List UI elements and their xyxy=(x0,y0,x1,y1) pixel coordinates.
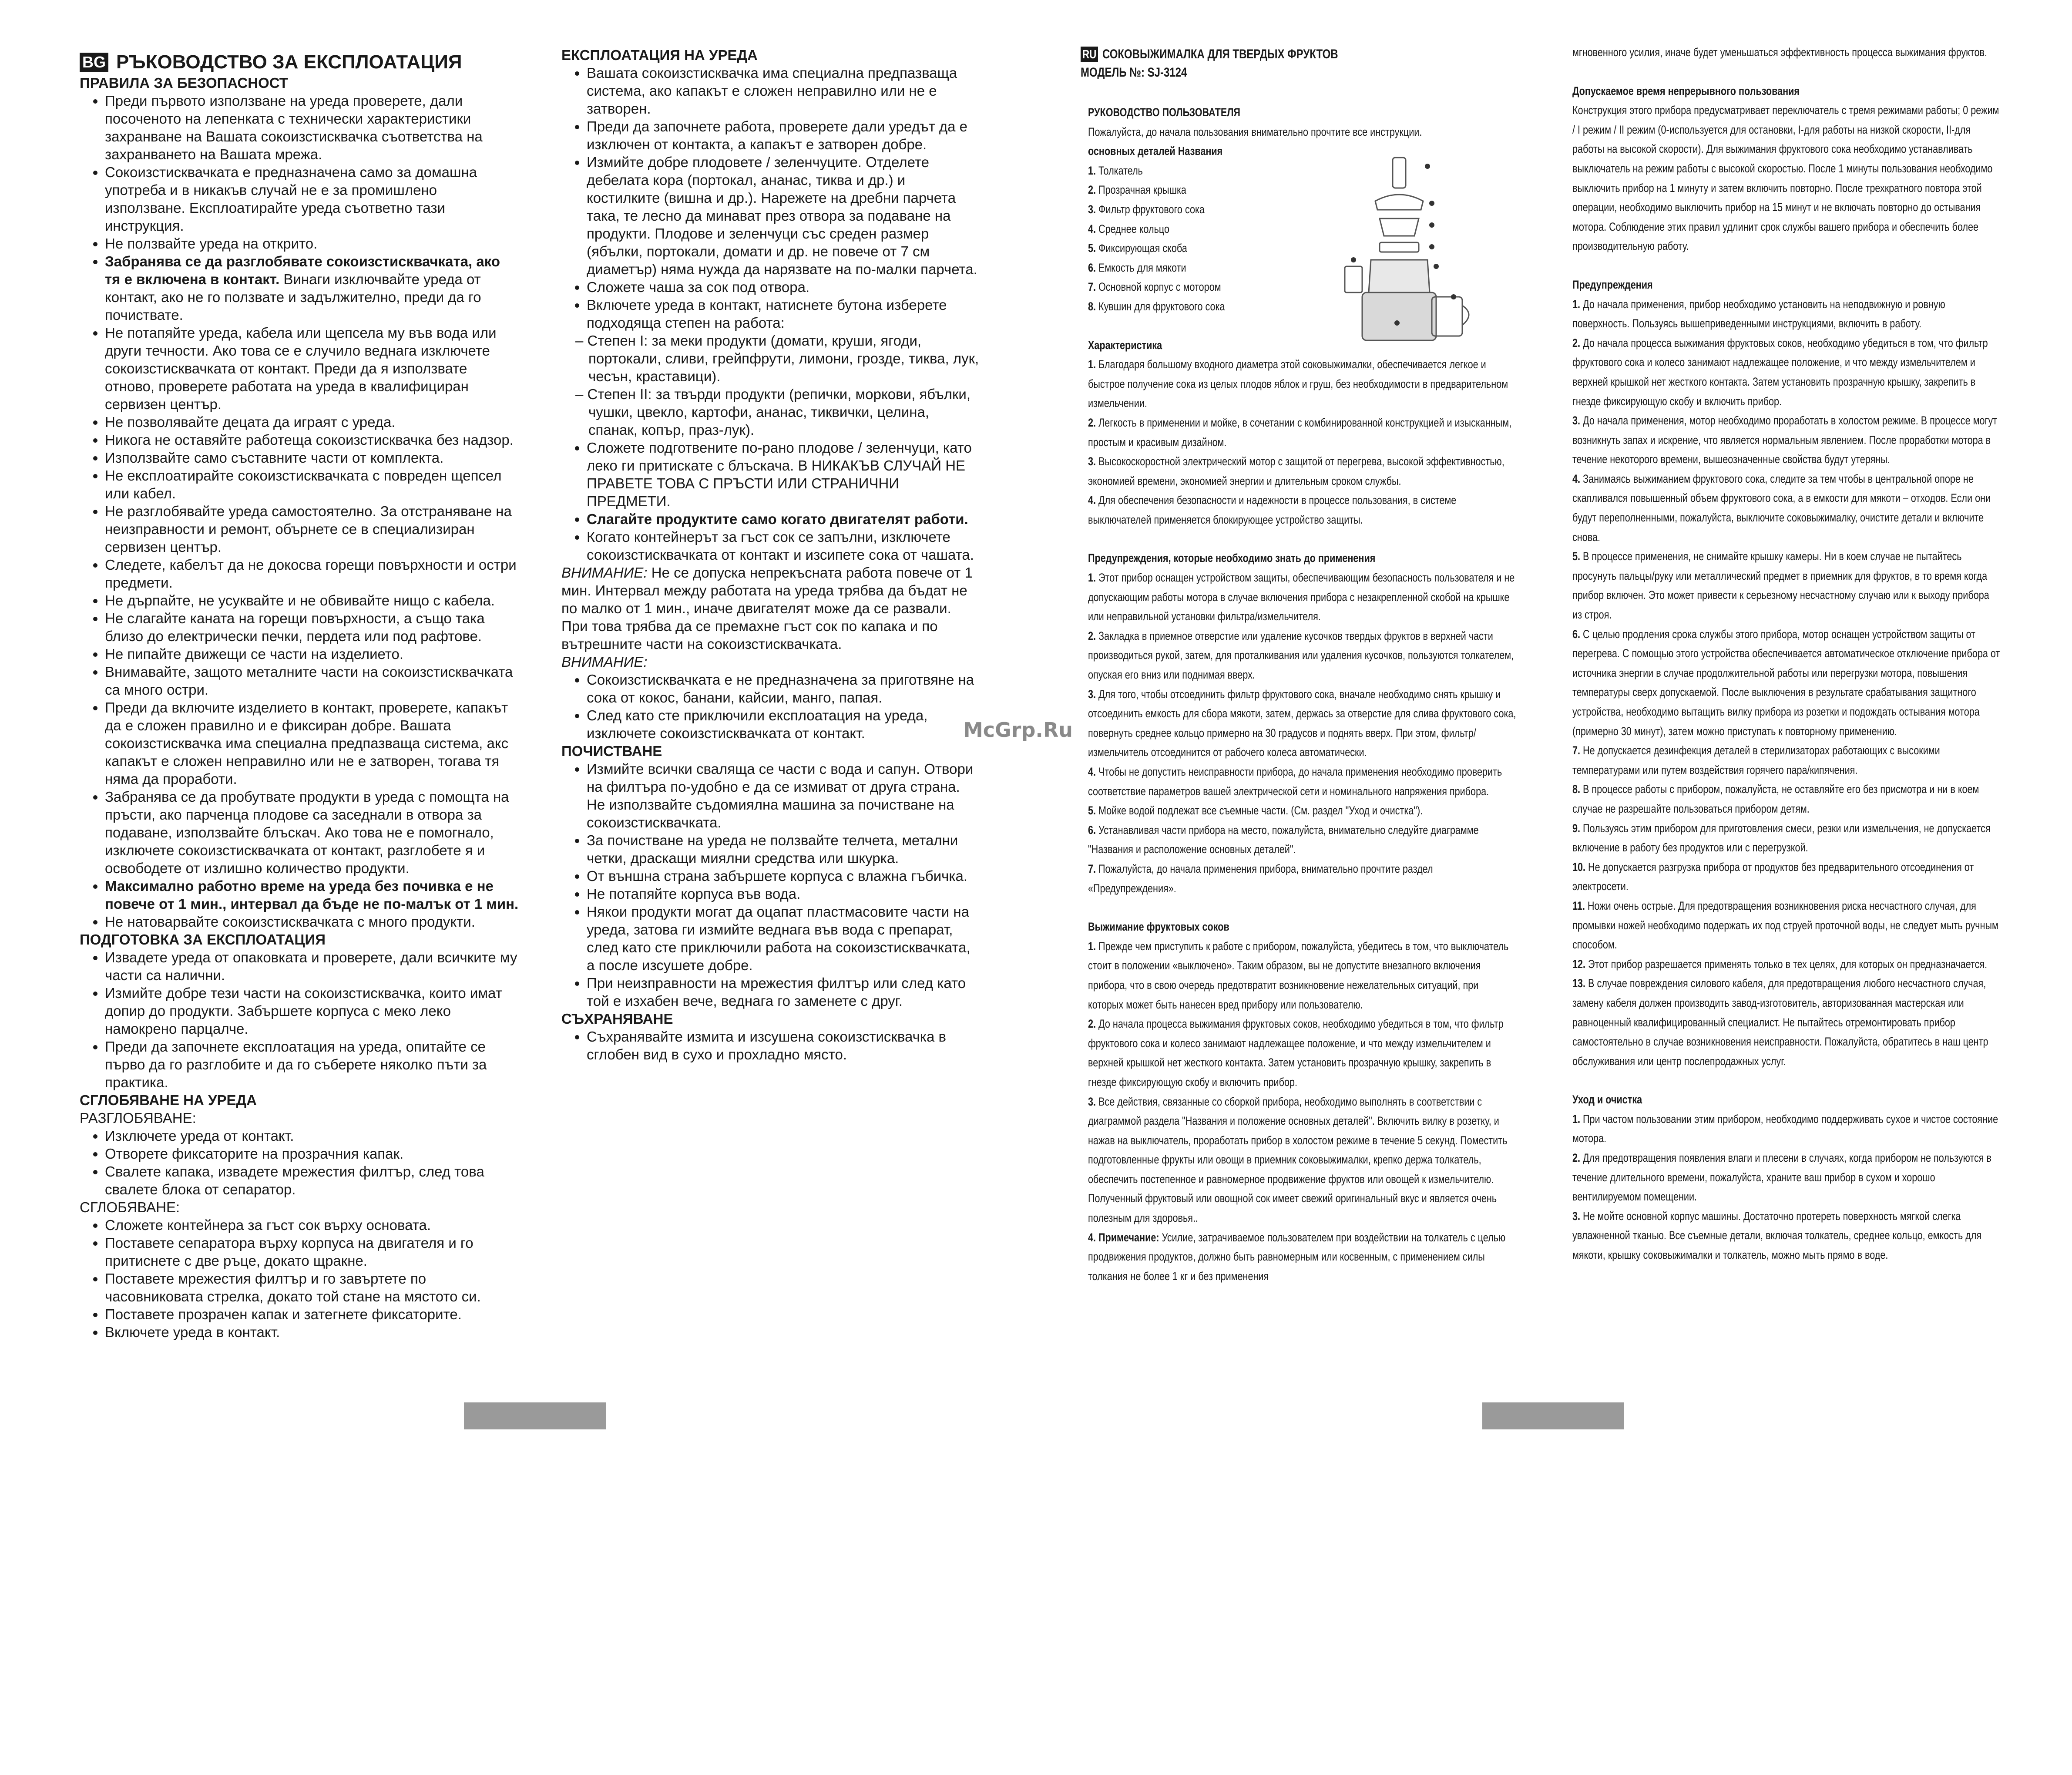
numbered-item: 8. В процессе работы с прибором, пожалуйста, не оставляйте его без присмотра и ни в коем случае не разрешайте пользоваться прибором детям. xyxy=(1572,783,1979,815)
ru-juicing-heading: Выжимание фруктовых соков xyxy=(1088,920,1229,934)
ru-parts-heading: основных деталей Названия xyxy=(1088,145,1223,158)
ru-col2-continuation: мгновенного усилия, иначе будет уменьшаться эффективность процесса выжимания фруктов. xyxy=(1572,46,1987,59)
list-item: • Не ползвайте уреда на открито. xyxy=(105,235,519,252)
numbered-item: 2. До начала процесса выжимания фруктовых соков, необходимо убедиться в том, что фильтр фруктового сока и колесо занимают надлежащее положение, и что между измельчителем и верхней крышкой нет жесткого контакта. Затем установить прозрачную крышку, закрепить в гнезде фиксирующую скобу и включить прибор. xyxy=(1088,1017,1504,1089)
list-item: • Използвайте само съставните части от комплекта. xyxy=(105,449,519,467)
ru-duration-text: Конструкция этого прибора предусматривает переключатель с тремя режимами работы; 0 режим / I режим / II режим (0-используется для остановки, I-для работы на низкой скорости, II-для работы на высокой скорости). Для выжимания фруктового сока необходимо устанавливать выключатель на режим работы с высокой скоростью. После 1 минуты пользования необходимо выключить прибор на 1 минуту и затем включить повторно. После трехкратного повтора этой операции, необходимо выключить прибор на 15 минут и не включать повторно до остывания мотора. Соблюдение этих правил удлинит срок службы вашего прибора и обеспечить более производительную работу. xyxy=(1572,104,1999,253)
list-item: • Сложете чаша за сок под отвора. xyxy=(587,278,979,296)
list-item: • Когато контейнерът за гъст сок се запълни, изключете сокоизстисквачката от контакт и изсипете сока от чашата. xyxy=(587,528,979,564)
numbered-item: 1. Благодаря большому входного диаметра этой соковыжималки, обеспечивается легкое и быстрое получение сока из целых плодов яблок и груш, без необходимости в предварительном измельчении. xyxy=(1088,358,1508,410)
list-item: • Не натоварвайте сокоизстисквачката с много продукти. xyxy=(105,913,519,931)
numbered-item: 4. Для обеспечения безопасности и надежности в процессе пользования, в системе выключателей применяется блокирующее устройство защиты. xyxy=(1088,494,1457,526)
list-item: • Някои продукти могат да оцапат пластмасовите части на уреда, затова ги измийте веднага във вода с препарат, след като сте приключили работа на сокоизстисквачката, а после изсушете добре. xyxy=(587,903,979,974)
ru-title-text: СОКОВЫЖИМАЛКА ДЛЯ ТВЕРДЫХ ФРУКТОВ xyxy=(1102,47,1338,61)
ru-juicing-list xyxy=(1088,937,1516,1228)
list-item: – Степен II: за твърди продукти (репички, моркови, ябълки, чушки, цвекло, картофи, ананас, тиквички, целина, спанак, копър, праз-лук). xyxy=(588,385,979,439)
list-item: • От външна страна забършете корпуса с влажна гъбичка. xyxy=(587,867,979,885)
list-item: • Забранява се да пробутвате продукти в уреда с помощта на пръсти, ако парченца плодове са заседнали в отвора за подаване, използвайте блъскач. Ако това не е помогнало, изключете сокоизстисквачката от контакт, разглобете я и освободете от излишно количество продукти. xyxy=(105,788,519,877)
list-item: • Преди да започнете работа, проверете дали уредът да е изключен от контакта, а капакът е затворен добре. xyxy=(587,118,979,153)
bg-lang-badge: BG xyxy=(80,53,108,72)
list-item: • Извадете уреда от опаковката и проверете, дали всичките му части са налични. xyxy=(105,948,519,984)
bg-warning-2-label: ВНИМАНИЕ: xyxy=(561,654,648,670)
bg-column-2 xyxy=(561,46,979,1062)
list-item: • Свалете капака, извадете мрежестия филтър, след това свалете блока от сепаратор. xyxy=(105,1163,519,1198)
numbered-item: 3. Фильтр фруктового сока xyxy=(1088,202,1205,216)
numbered-item: 1. Этот прибор оснащен устройством защиты, обеспечивающим безопасность пользователя и не допускающим работы мотора в случае включения прибора с незакрепленной скобой на крышке или неправильной установки фильтра/измельчителя. xyxy=(1088,571,1515,623)
ru-column-2 xyxy=(1572,43,2001,1775)
list-item: • Поставете прозрачен капак и затегнете фиксаторите. xyxy=(105,1305,519,1323)
list-item: • При неизправности на мрежестия филтър или след като той е изхабен вече, веднага го заменете с друг. xyxy=(587,974,979,1010)
list-item: • Преди първото използване на уреда проверете, дали посоченото на лепенката с технически характеристики захранване на Вашата сокоизстисквачка съответства на захранването на Вашата мрежа. xyxy=(105,92,519,163)
list-item: • Вашата сокоизстисквачка има специална предпазваща система, ако капакът е сложен неправилно или не е затворен. xyxy=(587,64,979,118)
numbered-item: 2. Прозрачная крышка xyxy=(1088,183,1186,197)
numbered-item: 1. Толкатель xyxy=(1088,164,1143,177)
list-item: • Забранява се да разглобявате сокоизстисквачката, ако тя е включена в контакт. Винаги изключвайте уреда от контакт, ако не го ползвате и задължително, преди да го почиствате. xyxy=(105,252,519,324)
bg-operation-heading: ЕКСПЛОАТАЦИЯ НА УРЕДА xyxy=(561,47,758,63)
list-item: • Не слагайте каната на горещи повърхности, а също така близо до електрически печки, пердета или под рафтове. xyxy=(105,609,519,645)
list-item: • Сложете подготвените по-рано плодове / зеленчуци, като леко ги притискате с блъскача. В НИКАКЪВ СЛУЧАЙ НЕ ПРАВЕТЕ ТОВА С ПРЪСТИ ИЛИ СТРАНИЧНИ ПРЕДМЕТИ. xyxy=(587,439,979,510)
bg-operation-list xyxy=(561,64,979,332)
bg-speed-list xyxy=(561,332,979,439)
numbered-item: 5. Фиксирующая скоба xyxy=(1088,242,1187,255)
list-item: • Включете уреда в контакт, натиснете бутона изберете подходяща степен на работа: xyxy=(587,296,979,332)
list-item: • Сокоизстисквачката е предназначена само за домашна употреба и в никакъв случай не е за промишлено използване. Експлоатирайте уреда съответно тази инструкция. xyxy=(105,163,519,235)
ru-intro: Пожалуйста, до начала пользования внимательно прочтите все инструкции. xyxy=(1088,125,1422,138)
ru-warnings-list xyxy=(1088,568,1516,898)
bg-warning-1-text: Не се допуска непрекъсната работа повече от 1 мин. Интервал между работата на уреда трябва да бъдат не по малко от 1 мин., иначе двигателят може да се развали. При това трябва да се премахне гъст сок по капака и по вътрешните части на сокоизстисквачката. xyxy=(561,565,973,652)
list-item: – Степен I: за меки продукти (домати, круши, ягоди, портокали, сливи, грейпфрути, лимони, грозде, тиква, лук, чесън, краставици). xyxy=(588,332,979,385)
numbered-item: 3. Высокоскоростной электрический мотор с защитой от перегрева, высокой эффективностью, экономией времени, экономией энергии и длительным сроком службы. xyxy=(1088,455,1504,487)
list-item: • Внимавайте, защото металните части на сокоизстисквачката са много остри. xyxy=(105,663,519,699)
ru-manual-heading: РУКОВОДСТВО ПОЛЬЗОВАТЕЛЯ xyxy=(1088,106,1240,119)
bg-prep-list xyxy=(80,948,519,1091)
list-item: • За почистване на уреда не ползвайте телчета, метални четки, драскащи миялни средства или шкурка. xyxy=(587,831,979,867)
bg-safety-list xyxy=(80,92,519,931)
numbered-item: 10. Не допускается разгрузка прибора от продуктов без предварительного отсоединения от электросети. xyxy=(1572,860,1974,893)
numbered-item: 1. При частом пользовании этим прибором, необходимо поддерживать сухое и чистое состояние мотора. xyxy=(1572,1112,1998,1145)
list-item: • Поставете мрежестия филтър и го завъртете по часовниковата стрелка, докато той стане на мястото си. xyxy=(105,1270,519,1305)
bg-warning-2-list xyxy=(561,671,979,742)
bg-cleaning-list xyxy=(561,760,979,1010)
list-item: • Измийте добре плодовете / зеленчуците. Отделете дебелата кора (портокал, ананас, тиква и др.) и костилките (вишна и др.). Нарежете на дребни парчета така, те лесно да минават през отвора за подаване на продукти. Плодове и зеленчуци със среден размер (ябълки, портокали, домати и др. не повече от 7 см диаметър) няма нужда да нарязвате на по-малки парчета. xyxy=(587,153,979,278)
ru-parts-list xyxy=(1088,161,1516,316)
ru-cautions-list xyxy=(1572,295,2001,1071)
numbered-item: 7. Пожалуйста, до начала применения прибора, внимательно прочтите раздел «Предупреждения». xyxy=(1088,862,1433,895)
ru-warnings-heading: Предупреждения, которые необходимо знать до применения xyxy=(1088,551,1376,565)
numbered-item: 6. Устанавливая части прибора на место, пожалуйста, внимательно следуйте диаграмме "Названия и расположение основных деталей". xyxy=(1088,823,1479,856)
ru-lang-badge: RU xyxy=(1081,47,1098,62)
list-item: • Измийте всички сваляща се части с вода и сапун. Отвори на филтъра по-удобно е да се измиват от друга страна. Не използвайте съдомиялна машина за почистване на сокоизстисквачката. xyxy=(587,760,979,831)
list-item: • Не потапяйте уреда, кабела или щепсела му във вода или други течности. Ако това се е случило веднага изключете сокоизстисквачката от контакт. Преди да я използвате отново, проверете работата на уреда в квалифициран сервизен център. xyxy=(105,324,519,413)
numbered-item: 6. С целью продления срока службы этого прибора, мотор оснащен устройством защиты от перегрева. С помощью этого устройства обеспечивается автоматическое отключение прибора от источника энергии в случае продолжительной работы или перегрузки мотора, повышения температуры сверх допускаемой. После выключения в результате срабатывания защитного устройства, необходимо вытащить вилку прибора из розетки и подождать остывания мотора (примерно 30 минут), затем можно приступать к повторному применению. xyxy=(1572,627,2000,738)
bg-column-1 xyxy=(80,51,519,1383)
list-item: • Преди да започнете експлоатация на уреда, опитайте се първо да го разглобите и да го съберете няколко пъти за практика. xyxy=(105,1038,519,1091)
bg-title-text: РЪКОВОДСТВО ЗА ЕКСПЛОАТАЦИЯ xyxy=(116,51,462,73)
list-item: • Не експлоатирайте сокоизстисквачката с повреден щепсел или кабел. xyxy=(105,467,519,502)
bg-warning-1 xyxy=(561,564,979,653)
list-item: • Максимално работно време на уреда без почивка е не повече от 1 мин., интервал да бъде не по-малък от 1 мин. xyxy=(105,877,519,913)
numbered-item: 2. Легкость в применении и мойке, в сочетании с комбинированной конструкцией и изысканным, простым и красивым дизайном. xyxy=(1088,416,1512,449)
bg-disassembly-list xyxy=(80,1127,519,1198)
numbered-item: 13. В случае повреждения силового кабеля, для предотвращения любого несчастного случая, замену кабеля должен производить завод-изготовитель, авторизованная мастерская или равноценный квалифицированный специалист. Не пытайтесь отремонтировать прибор самостоятельно в случае возникновения неисправности. Пожалуйста, обратитесь в наш центр обслуживания или центр послепродажных услуг. xyxy=(1572,977,1988,1068)
numbered-item: 12. Этот прибор разрешается применять только в тех целях, для которых он предназначается. xyxy=(1572,957,1988,971)
watermark: McGrp.Ru xyxy=(963,718,1073,742)
ru-column-1 xyxy=(1088,103,1516,1722)
bg-assembly-heading: СГЛОБЯВАНЕ НА УРЕДА xyxy=(80,1092,257,1108)
numbered-item: 11. Ножи очень острые. Для предотвращения возникновения риска несчастного случая, для промывки ножей необходимо подержать их под струей проточной воды, не следует мыть ручным способом. xyxy=(1572,899,1998,951)
ru-title xyxy=(1081,45,1338,64)
bg-safety-heading: ПРАВИЛА ЗА БЕЗОПАСНОСТ xyxy=(80,75,288,91)
bg-storage-heading: СЪХРАНЯВАНЕ xyxy=(561,1011,673,1027)
list-item: • Включете уреда в контакт. xyxy=(105,1323,519,1341)
bg-warning-1-label: ВНИМАНИЕ: xyxy=(561,565,648,581)
list-item: • Съхранявайте измита и изсушена сокоизстисквачка в сглобен вид в сухо и прохладно място. xyxy=(587,1028,979,1063)
footer-bar-left xyxy=(464,1402,606,1429)
bg-disassembly-subheading: РАЗГЛОБЯВАНЕ: xyxy=(80,1110,196,1126)
numbered-item: 6. Емкость для мякоти xyxy=(1088,261,1186,274)
bg-cleaning-heading: ПОЧИСТВАНЕ xyxy=(561,743,662,759)
ru-features-list xyxy=(1088,355,1516,529)
list-item: • Не потапяйте корпуса във вода. xyxy=(587,885,979,903)
list-item: • Слагайте продуктите само когато двигателят работи. xyxy=(587,510,979,528)
numbered-item: 7. Основной корпус с мотором xyxy=(1088,280,1221,294)
list-item: • Измийте добре тези части на сокоизстисквачка, които имат допир до продукти. Забършете корпуса с меко леко намокрено парцалче. xyxy=(105,984,519,1038)
numbered-item: 4. Среднее кольцо xyxy=(1088,222,1169,235)
list-item: • Поставете сепаратора върху корпуса на двигателя и го притиснете с две ръце, докато щракне. xyxy=(105,1234,519,1270)
list-item: • Не разглобявайте уреда самостоятелно. За отстраняване на неизправности и ремонт, обърнете се в специализиран сервизен център. xyxy=(105,502,519,556)
bg-operation-list-2 xyxy=(561,439,979,564)
list-item: • Преди да включите изделието в контакт, проверете, капакът да е сложен правилно и е фиксиран добре. Вашата сокоизстисквачка има специална предпазваща система, акс капакът е сложен неправилно или не е затворен, тогава тя няма да проработи. xyxy=(105,699,519,788)
numbered-item: 3. До начала применения, мотор необходимо проработать в холостом режиме. В процессе могут возникнуть запах и искрение, что является нормальным явлением. После проработки мотора в течение некоторого времени, вышеозначенные свойства будут утеряны. xyxy=(1572,414,1998,466)
numbered-item: 4. Занимаясь выжиманием фруктового сока, следите за тем чтобы в центральной опоре не скапливался повышенный объем фруктового сока, а в емкости для мякоти – отходов. Если они будут переполненными, пожалуйста, выключите соковыжималку, очистите детали и включите снова. xyxy=(1572,472,1991,544)
numbered-item: 2. До начала процесса выжимания фруктовых соков, необходимо убедиться в том, что фильтр фруктового сока и колесо занимают надлежащее положение, и что между измельчителем и верхней крышкой нет жесткого контакта. Затем установить прозрачную крышку, закрепить в гнезде фиксирующую скобу и включить прибор. xyxy=(1572,336,1988,408)
list-item: • Изключете уреда от контакт. xyxy=(105,1127,519,1145)
numbered-item: 7. Не допускается дезинфекция деталей в стерилизаторах работающих с высокими температурами или путем воздействия горячего пара/кипячения. xyxy=(1572,744,1940,777)
numbered-item: 3. Для того, чтобы отсоединить фильтр фруктового сока, вначале необходимо снять крышку и отсоединить емкость для сбора мякоти, затем, держась за отверстие для слива фруктового сока, повернуть среднее кольцо примерно на 30 градусов и поднять вверх. При этом, фильтр/измельчитель отсоединится от рабочего колеса автоматически. xyxy=(1088,687,1516,759)
numbered-item: 5. Мойке водой подлежат все съемные части. (См. раздел "Уход и очистка"). xyxy=(1088,804,1423,817)
list-item: • Никога не оставяйте работеща сокоизстисквачка без надзор. xyxy=(105,431,519,449)
ru-duration-heading: Допускаемое время непрерывного пользования xyxy=(1572,84,1800,97)
numbered-item: 4. Чтобы не допустить неисправности прибора, до начала применения необходимо проверить соответствие параметров вашей электрической сети и номинального напряжения прибора. xyxy=(1088,765,1502,798)
list-item: • След като сте приключили експлоатация на уреда, изключете сокоизстисквачката от контакт. xyxy=(587,706,979,742)
numbered-item: 2. Закладка в приемное отверстие или удаление кусочков твердых фруктов в верхней части производиться рукой, затем, для проталкивания или удаления кусочков, пользуются толкателем, опуская его вниз или поднимая вверх. xyxy=(1088,629,1514,682)
numbered-item: 2. Для предотвращения появления влаги и плесени в случаях, когда прибором не пользуются в течение длительного времени, пожалуйста, храните ваш прибор в сухом и хорошо вентилируемом помещении. xyxy=(1572,1151,1991,1204)
numbered-item: 3. Не мойте основной корпус машины. Достаточно протереть поверхность мягкой слегка увлажненной тканью. Все съемные детали, включая толкатель, среднее кольцо, емкость для мякоти, крышку соковыжималки и толкатель, можно мыть прямо в воде. xyxy=(1572,1209,1982,1262)
ru-care-heading: Уход и очистка xyxy=(1572,1093,1642,1106)
ru-care-list xyxy=(1572,1109,2001,1265)
ru-model: МОДЕЛЬ №: SJ-3124 xyxy=(1081,65,1187,80)
ru-cautions-heading: Предупреждения xyxy=(1572,278,1653,291)
numbered-item: 3. Все действия, связанные со сборкой прибора, необходимо выполнять в соответствии с диаграммой раздела "Названия и положение основных деталей". Включить вилку в розетку, и нажав на выключатель, проработать прибор в холостом режиме в течение 5 секунд. Поместить подготовленные фрукты или овощи в приемник соковыжималки, крепко держа толкатель, обеспечить постепенное и равномерное продвижение фруктов или овощей к измельчителю. Полученный фруктовый или овощной сок имеет свежий оригинальный вкус и является очень полезным для здоровья.. xyxy=(1088,1095,1508,1225)
bg-assembly-list xyxy=(80,1216,519,1341)
numbered-item: 5. В процессе применения, не снимайте крышку камеры. Ни в коем случае не пытайтесь просунуть пальцы/руку или металлический предмет в приемник для фруктов, в то время когда прибор включен. Это может привести к серьезному несчастному случаю или к выходу прибора из строя. xyxy=(1572,550,1989,622)
ru-juicing-note: 4. Примечание: Усилие, затрачиваемое пользователем при воздействии на толкатель с целью продвижения продуктов, должно быть равномерным или косвенным, с применением силы толкания не более 1 кг и без применения xyxy=(1088,1230,1506,1283)
list-item: • Следете, кабелът да не докосва горещи повърхности и остри предмети. xyxy=(105,556,519,592)
numbered-item: 1. До начала применения, прибор необходимо установить на неподвижную и ровную поверхность. Пользуясь вышеприведенными инструкциями, включить в работу. xyxy=(1572,297,1945,330)
numbered-item: 9. Пользуясь этим прибором для приготовления смеси, резки или измельчения, не допускается включение в работу без продуктов или с перегрузкой. xyxy=(1572,821,1991,854)
numbered-item: 1. Прежде чем приступить к работе с прибором, пожалуйста, убедитесь в том, что выключатель стоит в положении «выключено». Таким образом, вы не допустите внезапного включения прибора, что в свою очередь предотвратит возникновение нежелательных ситуаций, при которых может быть нанесен вред прибору или пользователю. xyxy=(1088,939,1509,1011)
bg-title xyxy=(80,51,519,73)
bg-prep-heading: ПОДГОТОВКА ЗА ЕКСПЛОАТАЦИЯ xyxy=(80,931,326,948)
list-item: • Не позволявайте децата да играят с уреда. xyxy=(105,413,519,431)
list-item: • Не пипайте движещи се части на изделието. xyxy=(105,645,519,663)
ru-juicing-note-text: Усилие, затрачиваемое пользователем при воздействии на толкатель с целью продвижения продуктов, должно быть равномерным или косвенным, с применением силы толкания не более 1 кг и без применения xyxy=(1088,1230,1506,1283)
list-item: • Сокоизстисквачката е не предназначена за приготвяне на сока от кокос, банани, кайсии, манго, папая. xyxy=(587,671,979,706)
list-item: • Сложете контейнера за гъст сок върху основата. xyxy=(105,1216,519,1234)
ru-features-heading: Характеристика xyxy=(1088,338,1162,352)
numbered-item: 8. Кувшин для фруктового сока xyxy=(1088,299,1225,313)
bg-storage-list xyxy=(561,1028,979,1063)
list-item: • Отворете фиксаторите на прозрачния капак. xyxy=(105,1145,519,1163)
bg-assembly-subheading: СГЛОБЯВАНЕ: xyxy=(80,1199,180,1215)
list-item: • Не дърпайте, не усуквайте и не обвивайте нищо с кабела. xyxy=(105,592,519,609)
ru-juicing-note-label: Примечание: xyxy=(1098,1230,1159,1244)
